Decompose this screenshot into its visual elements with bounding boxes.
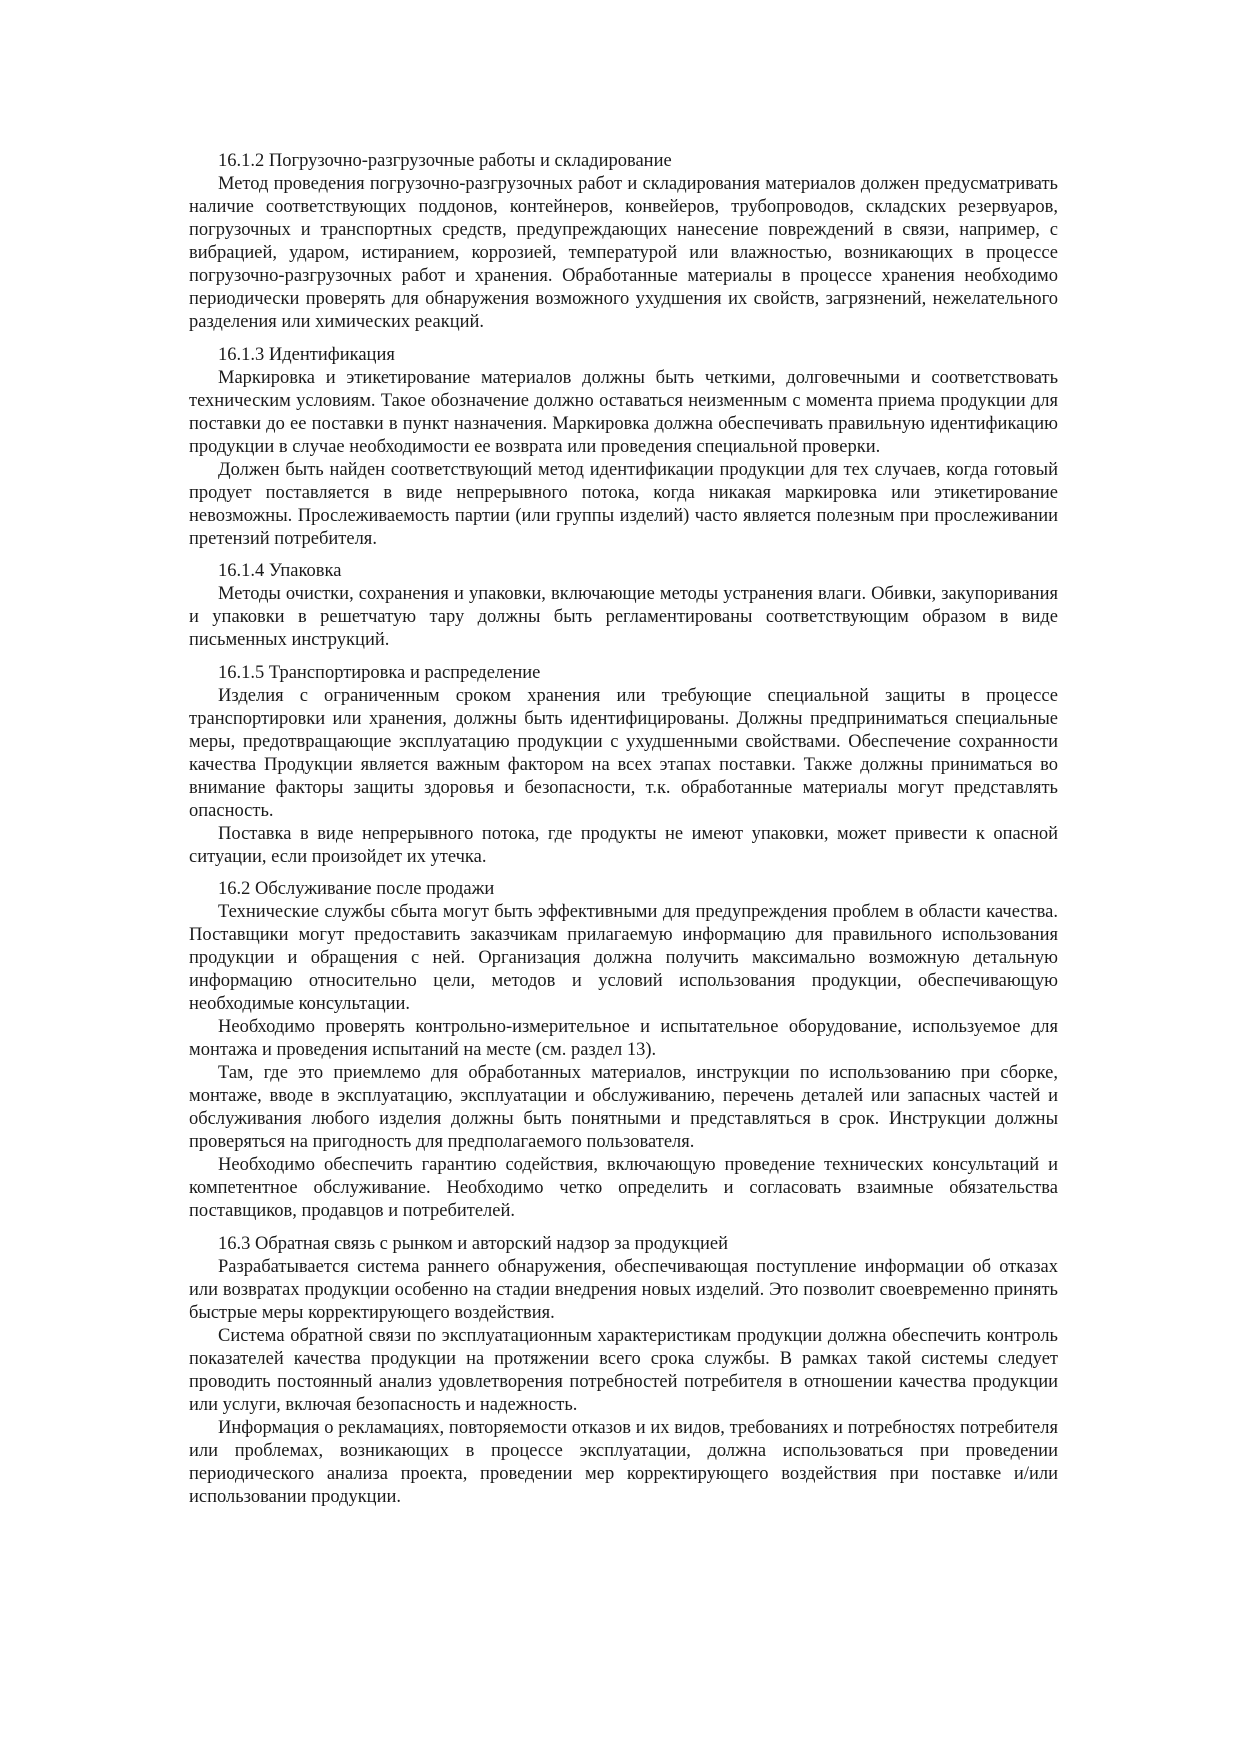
section-16-2 [189, 878, 1058, 1223]
paragraph: Разрабатывается система раннего обнаружения, обеспечивающая поступление информации об отказах или возвратах продукции особенно на стадии внедрения новых изделий. Это позволит своевременно принять быстрые меры корректирующего воздействия. [189, 1256, 1058, 1323]
section-16-1-5 [189, 662, 1058, 869]
paragraph: Маркировка и этикетирование материалов должны быть четкими, долговечными и соответствовать техническим условиям. Такое обозначение должно оставаться неизменным с момента приема продукции для поставки до ее поставки в пункт назначения. Маркировка должна обеспечивать правильную идентификацию продукции в случае необходимости ее возврата или проведения специальной проверки. [189, 367, 1058, 457]
section-heading: 16.1.5 Транспортировка и распределение [218, 662, 541, 683]
paragraph: Изделия с ограниченным сроком хранения или требующие специальной защиты в процессе транспортировки или хранения, должны быть идентифицированы. Должны предприниматься специальные меры, предотвращающие эксплуатацию продукции с ухудшенными свойствами. Обеспечение сохранности качества Продукции является важным фактором на всех этапах поставки. Также должны приниматься во внимание факторы защиты здоровья и безопасности, т.к. обработанные материалы могут представлять опасность. [189, 685, 1058, 821]
section-heading: 16.1.2 Погрузочно-разгрузочные работы и складирование [218, 151, 672, 171]
paragraph: Технические службы сбыта могут быть эффективными для предупреждения проблем в области качества. Поставщики могут предоставить заказчикам прилагаемую информацию для правильного использования продукции и обращения с ней. Организация должна получить максимально возможную детальную информацию относительно цели, методов и условий использования продукции, обеспечивающую необходимые консультации. [189, 902, 1058, 1014]
paragraph: Должен быть найден соответствующий метод идентификации продукции для тех случаев, когда готовый продует поставляется в виде непрерывного потока, когда никакая маркировка или этикетирование невозможны. Прослеживаемость партии (или группы изделий) часто является полезным при прослеживании претензий потребителя. [189, 459, 1058, 549]
paragraph: Информация о рекламациях, повторяемости отказов и их видов, требованиях и потребностях потребителя или проблемах, возникающих в процессе эксплуатации, должна использоваться при проведении периодического анализа проекта, проведении мер корректирующего воздействия при поставке и/или использовании продукции. [189, 1417, 1058, 1507]
paragraph: Необходимо проверять контрольно-измерительное и испытательное оборудование, используемое для монтажа и проведения испытаний на месте (см. раздел 13). [189, 1017, 1058, 1060]
section-heading: 16.1.4 Упаковка [218, 561, 342, 581]
paragraph: Метод проведения погрузочно-разгрузочных работ и складирования материалов должен предусматривать наличие соответствующих поддонов, контейнеров, конвейеров, трубопроводов, складских резервуаров, погрузочных и транспортных средств, предупреждающих нанесение повреждений в связи, например, с вибрацией, ударом, истиранием, коррозией, температурой или влажностью, возникающих в процессе погрузочно-разгрузочных работ и хранения. Обработанные материалы в процессе хранения необходимо периодически проверять для обнаружения возможного ухудшения их свойств, загрязнений, нежелательного разделения или химических реакций. [189, 174, 1058, 332]
paragraph: Там, где это приемлемо для обработанных материалов, инструкции по использованию при сборке, монтаже, вводе в эксплуатацию, эксплуатации и обслуживанию, перечень деталей или запасных частей и обслуживания любого изделия должны быть понятными и представляться в срок. Инструкции должны проверяться на пригодность для предполагаемого пользователя. [189, 1063, 1058, 1152]
paragraph: Методы очистки, сохранения и упаковки, включающие методы устранения влаги. Обивки, закупоривания и упаковки в решетчатую тару должны быть регламентированы соответствующим образом в виде письменных инструкций. [189, 584, 1058, 650]
section-heading: 16.3 Обратная связь с рынком и авторский надзор за продукцией [218, 1233, 728, 1254]
paragraph: Необходимо обеспечить гарантию содействия, включающую проведение технических консультаций и компетентное обслуживание. Необходимо четко определить и согласовать взаимные обязательства поставщиков, продавцов и потребителей. [189, 1155, 1058, 1221]
paragraph: Система обратной связи по эксплуатационным характеристикам продукции должна обеспечить контроль показателей качества продукции на протяжении всего срока службы. В рамках такой системы следует проводить постоянный анализ удовлетворения потребностей потребителя в отношении качества продукции или услуги, включая безопасность и надежность. [189, 1325, 1058, 1415]
section-heading: 16.2 Обслуживание после продажи [218, 879, 495, 899]
section-16-3 [189, 1233, 1058, 1509]
section-16-1-4 [189, 560, 1058, 652]
section-16-1-3 [189, 344, 1058, 551]
document-page [189, 150, 1058, 1518]
section-16-1-2 [189, 150, 1058, 334]
section-heading: 16.1.3 Идентификация [218, 344, 395, 365]
paragraph: Поставка в виде непрерывного потока, где продукты не имеют упаковки, может привести к опасной ситуации, если произойдет их утечка. [189, 823, 1058, 867]
